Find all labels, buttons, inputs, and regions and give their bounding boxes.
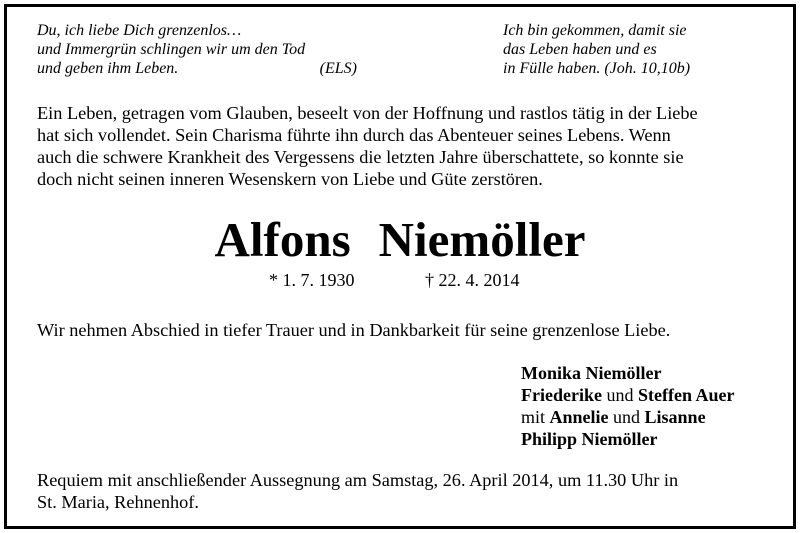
quote-left: [37, 21, 357, 78]
intro-line-2: hat sich vollendet. Sein Charisma führte ihn durch das Abenteuer seines Lebens. Wenn: [37, 125, 671, 145]
mourner-name: Lisanne: [644, 407, 706, 427]
mourner-name: Monika Niemöller: [521, 363, 662, 383]
requiem-line-2: St. Maria, Rehnenhof.: [37, 492, 199, 512]
mourner-joiner: und: [601, 385, 638, 405]
deceased-first-name: Alfons: [214, 212, 351, 267]
intro-line-1: Ein Leben, getragen vom Glauben, beseelt von der Hoffnung und rastlos tätig in der Liebe: [37, 103, 698, 123]
mourner-row-3: [521, 406, 734, 428]
obituary-notice: [4, 4, 796, 529]
deceased-last-name: Niemöller: [378, 212, 586, 267]
farewell-text: Wir nehmen Abschied in tiefer Trauer und in Dankbarkeit für seine grenzenlose Liebe.: [37, 320, 671, 340]
intro-line-4: doch nicht seinen inneren Wesenskern von Liebe und Güte zerstören.: [37, 169, 543, 189]
requiem-line-1: Requiem mit anschließender Aussegnung am Samstag, 26. April 2014, um 11.30 Uhr in: [37, 470, 679, 490]
mourner-name: Steffen Auer: [637, 385, 735, 405]
mourner-row-2: [521, 384, 734, 406]
quote-left-source: (ELS): [319, 60, 357, 77]
quote-left-line-3-text: und geben ihm Leben.: [37, 60, 179, 77]
deceased-name: [7, 212, 793, 268]
requiem-info: [37, 469, 678, 513]
intro-line-3: auch die schwere Krankheit des Vergessens die letzten Jahre überschattete, so konnte sie: [37, 147, 684, 167]
mourner-joiner: mit: [521, 407, 550, 427]
quote-right-line-3: in Fülle haben. (Joh. 10,10b): [503, 60, 691, 77]
quote-left-line-3: [37, 59, 357, 78]
mourner-name: Philipp Niemöller: [521, 429, 658, 449]
mourner-name: Annelie: [549, 407, 609, 427]
mourner-joiner: und: [608, 407, 645, 427]
mourner-row-4: [521, 428, 734, 450]
mourner-row-1: [521, 362, 734, 384]
quote-right-line-2: das Leben haben und es: [503, 41, 657, 58]
death-date: † 22. 4. 2014: [425, 270, 520, 290]
birth-date: * 1. 7. 1930: [269, 270, 355, 290]
mourners-list: [521, 362, 734, 450]
mourner-name: Friederike: [521, 385, 602, 405]
quote-right-line-1: Ich bin gekommen, damit sie: [503, 22, 687, 39]
quote-left-line-2: und Immergrün schlingen wir um den Tod: [37, 41, 306, 58]
intro-paragraph: [37, 102, 762, 190]
quote-left-line-1: Du, ich liebe Dich grenzenlos…: [37, 22, 242, 39]
quote-right: [503, 21, 690, 78]
